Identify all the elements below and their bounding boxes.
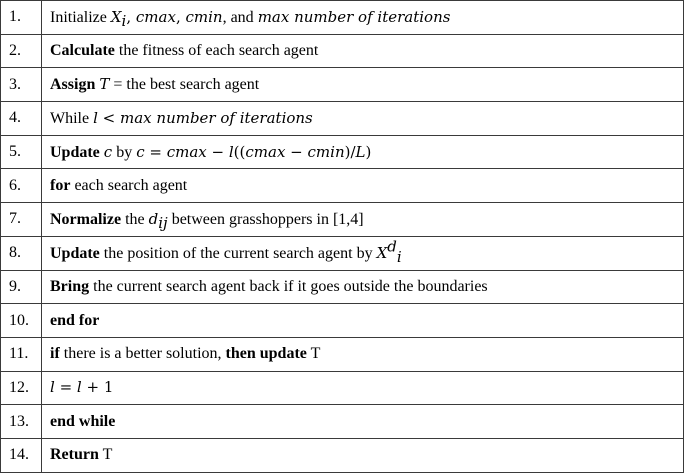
step-text-part: between grasshoppers in [1,4] bbox=[167, 210, 364, 228]
step-text-part: X bbox=[376, 243, 388, 262]
step-number: 5. bbox=[1, 135, 42, 169]
step-text-part: Return bbox=[50, 446, 99, 464]
step-row bbox=[1, 1, 684, 35]
step-row bbox=[1, 371, 684, 405]
step-text-part: Update bbox=[50, 143, 100, 161]
step-text-part: Calculate bbox=[50, 42, 115, 60]
step-text-part: by bbox=[112, 143, 137, 161]
step-text-part: While bbox=[50, 109, 94, 127]
step-text-part: there is a better solution, bbox=[59, 345, 226, 363]
step-text bbox=[42, 68, 684, 102]
step-text bbox=[42, 203, 684, 237]
step-text-part: T bbox=[99, 75, 110, 94]
step-number: 2. bbox=[1, 34, 42, 68]
step-text-part: if bbox=[50, 345, 60, 363]
step-number: 14. bbox=[1, 438, 42, 472]
step-row bbox=[1, 68, 684, 102]
step-text-part: , bbox=[126, 7, 136, 26]
step-text-part: ) bbox=[365, 142, 372, 161]
step-text-part: for bbox=[50, 176, 71, 194]
step-text-part: the bbox=[121, 210, 149, 228]
step-text-part: T bbox=[306, 345, 321, 363]
step-text-part: T bbox=[98, 446, 113, 464]
step-text-part: max number of iterations bbox=[120, 108, 313, 127]
step-number: 8. bbox=[1, 236, 42, 270]
step-text-part: l bbox=[228, 142, 234, 161]
step-row bbox=[1, 34, 684, 68]
step-text-part: , and bbox=[222, 8, 258, 26]
step-text bbox=[42, 1, 684, 35]
step-text-part: Assign bbox=[50, 76, 96, 94]
step-number: 3. bbox=[1, 68, 42, 102]
step-text-part: Update bbox=[50, 244, 100, 262]
step-text-part: d bbox=[387, 237, 397, 256]
step-number: 7. bbox=[1, 203, 42, 237]
step-text bbox=[42, 270, 684, 304]
algorithm-rows bbox=[1, 1, 684, 473]
step-text-part: i bbox=[396, 247, 402, 266]
step-number: 4. bbox=[1, 102, 42, 136]
step-number: 9. bbox=[1, 270, 42, 304]
step-row bbox=[1, 304, 684, 338]
step-text-part: l bbox=[76, 378, 82, 397]
step-text-part: − bbox=[285, 142, 308, 161]
step-text-part: l bbox=[50, 378, 55, 397]
step-number: 12. bbox=[1, 371, 42, 405]
step-row bbox=[1, 135, 684, 169]
step-text bbox=[42, 438, 684, 472]
step-text-part: i bbox=[121, 12, 127, 31]
step-text-part: cmax bbox=[166, 142, 207, 161]
step-text bbox=[42, 236, 684, 270]
step-text-part: − bbox=[206, 142, 229, 161]
step-text-part: then update bbox=[225, 345, 307, 363]
step-text bbox=[42, 304, 684, 338]
step-row bbox=[1, 203, 684, 237]
step-row bbox=[1, 337, 684, 371]
step-number: 10. bbox=[1, 304, 42, 338]
step-text-part: the fitness of each search agent bbox=[114, 42, 319, 60]
step-text-part: end for bbox=[50, 311, 100, 329]
step-text-part: L bbox=[355, 142, 366, 161]
step-text-part: = the best search agent bbox=[109, 76, 260, 94]
step-text-part: = bbox=[144, 142, 167, 161]
step-text-part: c bbox=[136, 142, 145, 161]
step-text bbox=[42, 405, 684, 439]
step-text-part: d bbox=[148, 209, 159, 228]
step-text-part: X bbox=[110, 7, 122, 26]
step-row bbox=[1, 102, 684, 136]
step-text bbox=[42, 34, 684, 68]
step-text-part: Initialize bbox=[50, 8, 111, 26]
step-text-part: l bbox=[93, 108, 98, 127]
step-number: 6. bbox=[1, 169, 42, 203]
step-text-part: cmin bbox=[185, 7, 223, 26]
step-text-part: Bring bbox=[50, 277, 90, 295]
step-text bbox=[42, 102, 684, 136]
step-row bbox=[1, 270, 684, 304]
step-text-part: ij bbox=[158, 214, 168, 233]
step-text-part: c bbox=[103, 142, 113, 161]
step-text-part: each search agent bbox=[70, 176, 188, 194]
step-text-part: < bbox=[97, 108, 121, 127]
step-text-part: cmax bbox=[245, 142, 286, 161]
step-row bbox=[1, 438, 684, 472]
step-text-part: = bbox=[54, 378, 77, 397]
step-text bbox=[42, 135, 684, 169]
step-text-part: cmin bbox=[307, 142, 345, 161]
step-text-part: the current search agent back if it goes outside the boundaries bbox=[89, 277, 488, 295]
step-text bbox=[42, 371, 684, 405]
step-text-part: Normalize bbox=[50, 210, 122, 228]
step-text-part: end while bbox=[50, 412, 116, 430]
step-row bbox=[1, 236, 684, 270]
step-row bbox=[1, 169, 684, 203]
step-number: 11. bbox=[1, 337, 42, 371]
step-text-part: (( bbox=[233, 142, 246, 161]
step-text-part: cmax bbox=[135, 7, 176, 26]
step-text-part: the position of the current search agent by bbox=[99, 244, 377, 262]
step-text bbox=[42, 337, 684, 371]
step-number: 1. bbox=[1, 1, 42, 35]
step-text-part: max number of iterations bbox=[257, 7, 451, 26]
step-text bbox=[42, 169, 684, 203]
step-text-part: + 1 bbox=[81, 378, 114, 397]
step-text-part: )/ bbox=[344, 142, 356, 161]
step-text-part: , bbox=[175, 7, 186, 26]
step-row bbox=[1, 405, 684, 439]
step-number: 13. bbox=[1, 405, 42, 439]
